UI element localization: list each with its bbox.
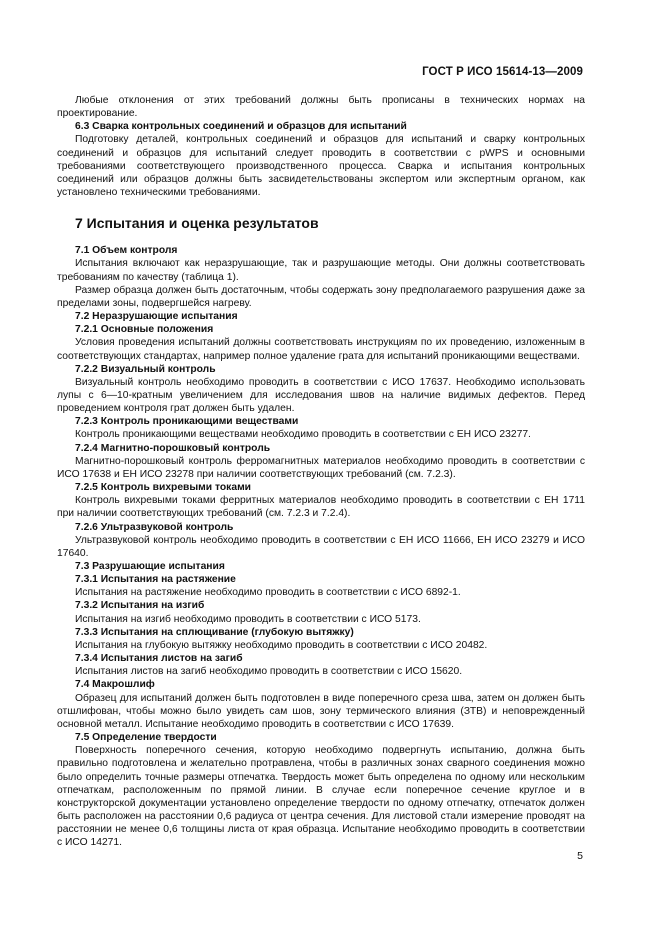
clause-heading: 7.3.4 Испытания листов на загиб [75, 653, 243, 665]
clause-heading: 7.2.5 Контроль вихревыми токами [75, 482, 252, 494]
clause-heading: 7.3.3 Испытания на сплющивание (глубокую вытяжку) [75, 626, 354, 638]
paragraph: Испытания включают как неразрушающие, так и разрушающие методы. Они должны соответствовать требованиям по качеству (таблица 1). [57, 258, 585, 283]
paragraph: Условия проведения испытаний должны соответствовать инструкциям по их проведению, изложенным в соответствующих стандартах, например полное удаление грата для испытаний проникающими веществами. [57, 337, 585, 362]
paragraph: Контроль проникающими веществами необходимо проводить в соответствии с ЕН ИСО 23277. [75, 429, 531, 441]
clause-heading: 7.2.4 Магнитно-порошковый контроль [75, 442, 271, 454]
paragraph: Испытания на растяжение необходимо проводить в соответствии с ИСО 6892-1. [75, 587, 461, 599]
subsection-heading: 7.5 Определение твердости [75, 732, 217, 744]
clause-heading: 7.3.2 Испытания на изгиб [75, 600, 205, 612]
paragraph: Контроль вихревыми токами ферритных материалов необходимо проводить в соответствии с ЕН 1711 при наличии соответствующих требований (см. 7.2.3 и 7.2.4). [57, 495, 585, 520]
paragraph: Испытания на глубокую вытяжку необходимо проводить в соответствии с ИСО 20482. [75, 639, 488, 651]
paragraph: Ультразвуковой контроль необходимо проводить в соответствии с ЕН ИСО 11666, ЕН ИСО 23279 и ИСО 17640. [57, 534, 585, 559]
subsection-heading: 7.3 Разрушающие испытания [75, 561, 225, 572]
clause-heading: 7.3.1 Испытания на растяжение [75, 574, 236, 586]
paragraph: Магнитно-порошковый контроль ферромагнитных материалов необходимо проводить в соответствии с ИСО 17638 и ЕН ИСО 23278 при наличии соответствующих требований (см. 7.2.3). [57, 455, 585, 480]
page-number: 5 [577, 850, 583, 862]
subsection-heading: 7.1 Объем контроля [75, 245, 178, 257]
subsection-heading: 6.3 Сварка контрольных соединений и образцов для испытаний [75, 121, 407, 133]
clause-heading: 7.2.6 Ультразвуковой контроль [75, 521, 234, 533]
document-body [57, 94, 585, 849]
clause-heading: 7.2.1 Основные положения [75, 324, 214, 336]
paragraph: Любые отклонения от этих требований должны быть прописаны в технических нормах на проектирование. [57, 95, 585, 120]
paragraph: Образец для испытаний должен быть подготовлен в виде поперечного среза шва, затем он должен быть отшлифован, чтобы можно было увидеть сам шов, зону термического влияния (ЗТВ) и неповрежденный основной металл. Испытание необходимо проводить в соответствии с ИСО 17639. [57, 692, 585, 730]
paragraph: Визуальный контроль необходимо проводить в соответствии с ИСО 17637. Необходимо использовать лупы с 6—10-кратным увеличением для исследования швов на наличие видимых дефектов. Перед проведением контроля грат должен быть удален. [57, 376, 585, 415]
clause-heading: 7.2.3 Контроль проникающими веществами [75, 416, 299, 428]
section-heading: 7 Испытания и оценка результатов [75, 215, 319, 232]
paragraph: Размер образца должен быть достаточным, чтобы содержать зону предполагаемого разрушения даже за пределами зоны, подвергшейся нагреву. [57, 284, 585, 309]
subsection-heading: 7.2 Неразрушающие испытания [75, 311, 238, 323]
paragraph: Подготовку деталей, контрольных соединений и образцов для испытаний и сварку контрольных соединений и образцов для испытаний следует проводить в соответствии с pWPS и основными требованиями соответствующего производственного процесса. Сварка и испытания контрольных соединений или образцов должны быть засвидетельствованы экспертом или экспертным органом, как установлено техническими требованиями. [57, 134, 585, 199]
paragraph: Испытания на изгиб необходимо проводить в соответствии с ИСО 5173. [75, 613, 421, 625]
subsection-heading: 7.4 Макрошлиф [75, 679, 155, 691]
paragraph: Поверхность поперечного сечения, которую необходимо подвергнуть испытанию, должна быть правильно подготовлена и желательно протравлена, чтобы в различных зонах сварного соединения можно было определить точные размеры отпечатка. Твердость может быть определена по одному или нескольким отпечаткам, расположенным по прямой линии. В случае если поперечное сечение круглое и в конструкторской документации установлено определение твердости по одному отпечатку, отпечаток должен быть расположен на расстоянии 0,6 радиуса от центра сечения. Для листовой стали измерение проводят на расстоянии не менее 0,6 толщины листа от края образца. Испытание необходимо проводить в соответствии с ИСО 14271. [57, 745, 585, 849]
paragraph: Испытания листов на загиб необходимо проводить в соответствии с ИСО 15620. [75, 666, 463, 678]
document-header: ГОСТ Р ИСО 15614-13—2009 [422, 66, 583, 78]
clause-heading: 7.2.2 Визуальный контроль [75, 363, 216, 375]
